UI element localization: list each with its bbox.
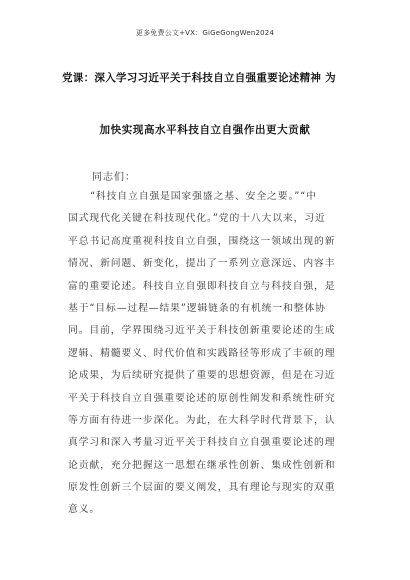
body-paragraph (68, 186, 352, 522)
body-line: 等方面有待进一步深化。为此，在大科学时代背景下，认 (68, 414, 336, 426)
body-line: 逻辑、精髓要义、时代价值和实践路径等形成了丰硕的理 (68, 347, 336, 359)
body-line: 平关于科技自立自强重要论述的原创性阐发和系统性研究 (68, 392, 336, 404)
body-line: “科技自立自强是国家强盛之基、安全之要。”“中 (90, 191, 317, 202)
body-line: 国式现代化关键在科技现代化。”党的十八大以来，习近 (68, 213, 326, 225)
body-line: 同。目前，学界围绕习近平关于科技创新重要论述的生成 (68, 325, 336, 337)
body-line: 论成果，为后续研究提供了重要的思想资源，但是在习近 (68, 370, 336, 382)
body-line: 基于“目标—过程—结果”逻辑链条的有机统一和整体协 (68, 302, 326, 314)
greeting: 同志们： (92, 172, 136, 183)
body-line: 富的重要论述。科技自立自强即科技自立与科技自强，是 (68, 280, 336, 292)
body-line: 意义。 (68, 504, 101, 516)
header-promo-note: 更多免费公文+VX：GiGeGongWen2024 (135, 29, 275, 37)
body-line: 平总书记高度重视科技自立自强，围绕这一领域出现的新 (68, 235, 336, 247)
body-line: 情况、新问题、新变化，提出了一系列立意深远、内容丰 (68, 258, 336, 270)
body-line: 论贡献，充分把握这一思想在继承性创新、集成性创新和 (68, 459, 336, 471)
document-title-line-2: 加快实现高水平科技自立自强作出更大贡献 (99, 124, 311, 136)
body-line: 原发性创新三个层面的要义阐发，具有理论与现实的双重 (68, 482, 336, 494)
document-title-line-1: 党课：深入学习习近平关于科技自立自强重要论述精神 为 (62, 72, 336, 84)
body-line: 真学习和深入考量习近平关于科技自立自强重要论述的理 (68, 437, 336, 449)
